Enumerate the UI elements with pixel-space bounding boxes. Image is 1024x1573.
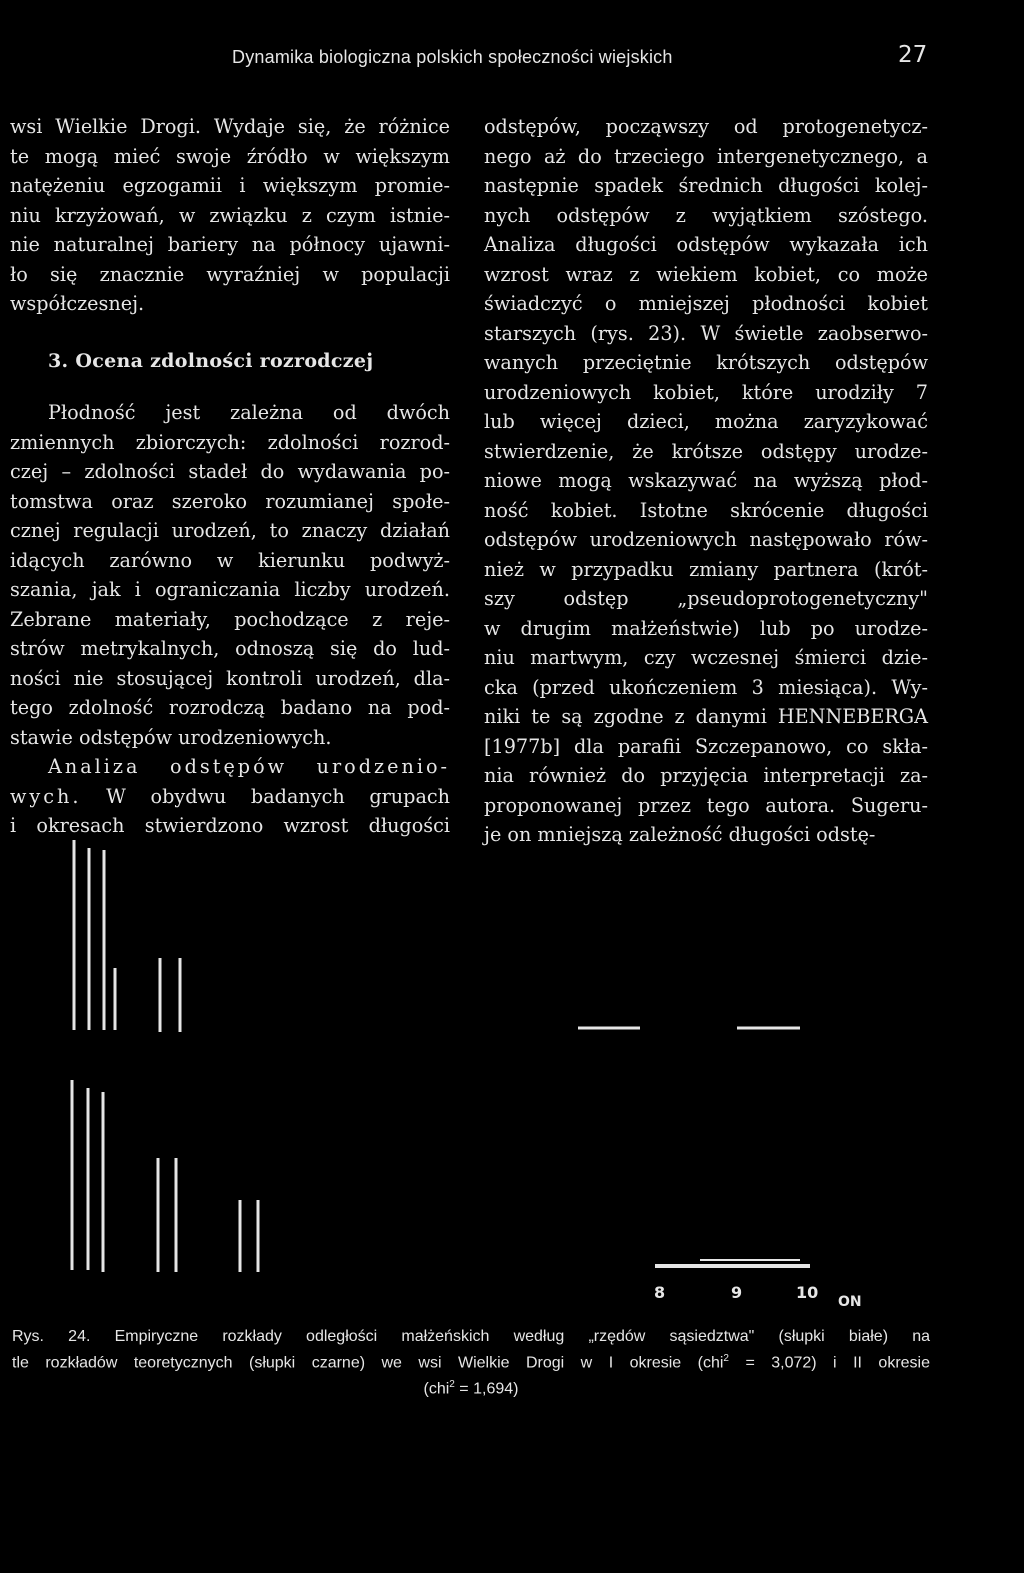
text-line: następnie spadek średnich długości kolej- xyxy=(484,174,928,197)
text-line: natężeniu egzogamii i większym promie- xyxy=(10,174,450,197)
text-line: [1977b] dla parafii Szczepanowo, co skła- xyxy=(484,734,928,758)
tick-label: ON xyxy=(838,1294,862,1310)
text-line: wanych przeciętnie krótszych odstępów xyxy=(484,351,928,374)
tick-label: 8 xyxy=(654,1283,666,1302)
text-line: Płodność jest zależna od dwóch xyxy=(48,401,450,424)
caption-fragment: = 3,072) i II okresie xyxy=(728,1354,930,1372)
text-line: Zebrane materiały, pochodzące z reje- xyxy=(10,607,450,631)
text-line: nie naturalnej bariery na północy ujawni- xyxy=(10,233,450,256)
running-title: Dynamika biologiczna polskich społeczności wiejskich xyxy=(232,47,673,67)
right-column xyxy=(484,112,928,850)
text-line: zmiennych zbiorczych: zdolności rozrod- xyxy=(10,430,450,454)
figure-graphic xyxy=(0,830,1024,1330)
text-line: starszych (rys. 23). W świetle zaobserwo- xyxy=(484,321,928,345)
text-line: ło się znacznie wyraźniej w populacji xyxy=(10,262,450,286)
figure-24 xyxy=(0,830,1024,1330)
text-line: odstępów, począwszy od protogenetycz- xyxy=(484,115,928,138)
running-head xyxy=(0,42,1024,76)
text-line: ność kobiet. Istotne skrócenie długości xyxy=(484,498,928,522)
paragraph-fertility xyxy=(10,398,450,752)
text-line: nych odstępów z wyjątkiem szóstego. xyxy=(484,203,928,227)
spaced-heading-text: Analiza odstępów urodzenio- xyxy=(48,755,450,778)
spaced-heading-text: wych. xyxy=(10,784,82,808)
paragraph-right xyxy=(484,112,928,850)
paragraph-analysis xyxy=(10,752,450,841)
caption-superscript: 2 xyxy=(723,1353,729,1364)
tick-label: 9 xyxy=(731,1283,743,1302)
text-line: szania, jak i ograniczania liczby urodzeń. xyxy=(10,578,450,601)
text-line: niowe mogą wskazywać na wyższą płod- xyxy=(484,469,928,492)
caption-superscript: 2 xyxy=(449,1379,455,1391)
text-line: je on mniejszą zależność długości odstę- xyxy=(484,823,876,846)
tick-label: 10 xyxy=(796,1283,819,1302)
text-line: strów metrykalnych, odnoszą się do lud- xyxy=(10,637,450,660)
text-line: stwierdzenie, że krótsze odstępy urodze- xyxy=(484,439,928,463)
text-line: w drugim małżeństwie) lub po urodze- xyxy=(484,616,928,640)
caption-line: Rys. 24. Empiryczne rozkłady odległości małżeńskich według „rzędów sąsiedztwa" (słupki białe) na xyxy=(12,1328,930,1345)
lower-panel-bars xyxy=(72,1080,810,1272)
text-line: wsi Wielkie Drogi. Wydaje się, że różnice xyxy=(10,115,450,138)
text-line: lub więcej dzieci, można zaryzykować xyxy=(484,410,928,433)
text-line: ności nie stosującej kontroli urodzeń, dla- xyxy=(10,666,450,690)
text-line: odstępów urodzeniowych następowało rów- xyxy=(484,528,928,551)
text-line: tego zdolność rozrodczą badano na pod- xyxy=(10,696,450,719)
text-line: idących zarówno w kierunku podwyż- xyxy=(10,548,450,572)
caption-line xyxy=(12,1374,930,1400)
page-number: 27 xyxy=(898,42,928,68)
text-line: tomstwa oraz szeroko rozumianej społe- xyxy=(10,489,450,513)
text-line: stawie odstępów urodzeniowych. xyxy=(10,725,332,749)
text-line: nego aż do trzeciego intergenetycznego, a xyxy=(484,144,928,168)
text-line xyxy=(10,752,450,782)
upper-panel-bars xyxy=(74,840,800,1032)
text-line: niki te są zgodne z danymi HENNEBERGA xyxy=(484,705,928,728)
text-line: cznej regulacji urodzeń, to znaczy działań xyxy=(10,519,450,542)
figure-caption xyxy=(12,1326,930,1401)
text-line: szy odstęp „pseudoprotogenetyczny" xyxy=(484,587,928,610)
text-line: niu martwym, czy wczesnej śmierci dzie- xyxy=(484,646,928,669)
text-line: współczesnej. xyxy=(10,292,145,315)
text-line: i okresach stwierdzono wzrost długości xyxy=(10,814,450,837)
text-line xyxy=(10,782,450,812)
text-line: Analiza długości odstępów wykazała ich xyxy=(484,233,928,256)
text-line: świadczyć o mniejszej płodności kobiet xyxy=(484,292,928,315)
text-line: niu krzyżowań, w związku z czym istnie- xyxy=(10,203,450,227)
text-fragment: W obydwu badanych grupach xyxy=(81,784,450,808)
section-heading: 3. Ocena zdolności rozrodczej xyxy=(48,349,374,372)
left-column xyxy=(10,112,450,841)
text-line: cka (przed ukończeniem 3 miesiąca). Wy- xyxy=(484,675,928,699)
text-line: wzrost wraz z wiekiem kobiet, co może xyxy=(484,262,928,286)
caption-fragment: = 1,694) xyxy=(454,1380,519,1398)
caption-fragment: (chi xyxy=(423,1380,450,1398)
text-line: nież w przypadku zmiany partnera (krót- xyxy=(484,557,928,581)
text-line: proponowanej przez tego autora. Sugeru- xyxy=(484,793,928,817)
text-line: czej – zdolności stadeł do wydawania po- xyxy=(10,460,450,483)
caption-line xyxy=(12,1348,930,1374)
text-line: urodzeniowych kobiet, które urodziły 7 xyxy=(484,380,928,404)
text-line: nia również do przyjęcia interpretacji za- xyxy=(484,764,928,787)
tick-labels xyxy=(654,1283,862,1310)
caption-fragment: tle rozkładów teoretycznych (słupki czarne) we wsi Wielkie Drogi w I okresie (chi xyxy=(12,1354,724,1372)
paragraph-continuation xyxy=(10,112,450,319)
text-line: te mogą mieć swoje źródło w większym xyxy=(10,144,450,168)
